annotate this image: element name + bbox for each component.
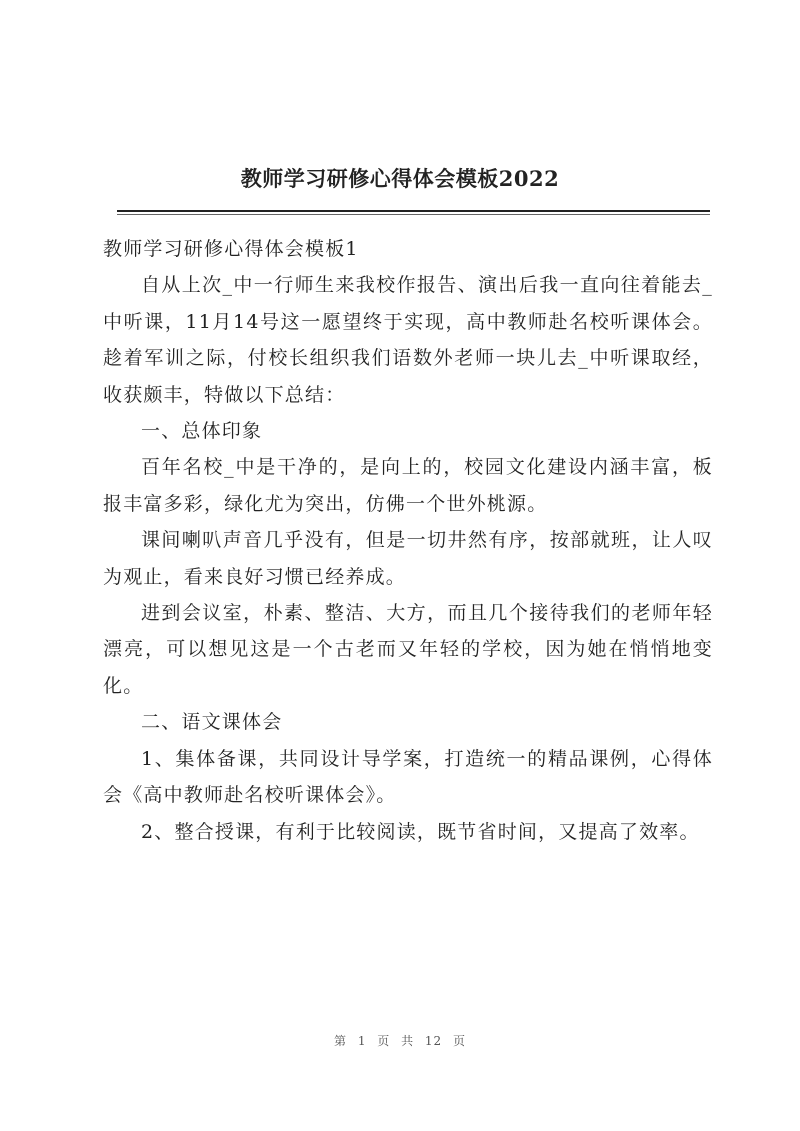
paragraph: 百年名校_中是干净的，是向上的，校园文化建设内涵丰富，板报丰富多彩，绿化尤为突出，仿佛一个世外桃源。 xyxy=(103,456,713,515)
paragraph: 课间喇叭声音几乎没有，但是一切井然有序，按部就班，让人叹为观止，看来良好习惯已经养成。 xyxy=(103,529,713,588)
document-title: 教师学习研修心得体会模板2022 xyxy=(240,166,560,191)
paragraph: 2、整合授课，有利于比较阅读，既节省时间，又提高了效率。 xyxy=(141,820,700,843)
title-divider-thick xyxy=(117,210,710,212)
subheading: 一、总体印象 xyxy=(141,420,263,443)
paragraph: 进到会议室，朴素、整洁、大方，而且几个接待我们的老师年轻漂亮，可以想见这是一个古老而又年轻的学校，因为她在悄悄地变化。 xyxy=(103,602,713,697)
paragraph: 自从上次_中一行师生来我校作报告、演出后我一直向往着能去_中听课，11月14号这一愿望终于实现，高中教师赴名校听课体会。趁着军训之际，付校长组织我们语数外老师一块儿去_中听课取经，收获颇丰，特做以下总结： xyxy=(103,274,713,406)
paragraph: 1、集体备课，共同设计导学案，打造统一的精品课例，心得体会《高中教师赴名校听课体会》。 xyxy=(103,747,713,807)
subheading: 二、语文课体会 xyxy=(141,711,283,734)
document-body xyxy=(103,231,713,850)
title-divider-thin xyxy=(117,214,710,215)
section-heading: 教师学习研修心得体会模板1 xyxy=(103,238,359,260)
page-footer: 第 1 页 共 12 页 xyxy=(334,1034,466,1048)
